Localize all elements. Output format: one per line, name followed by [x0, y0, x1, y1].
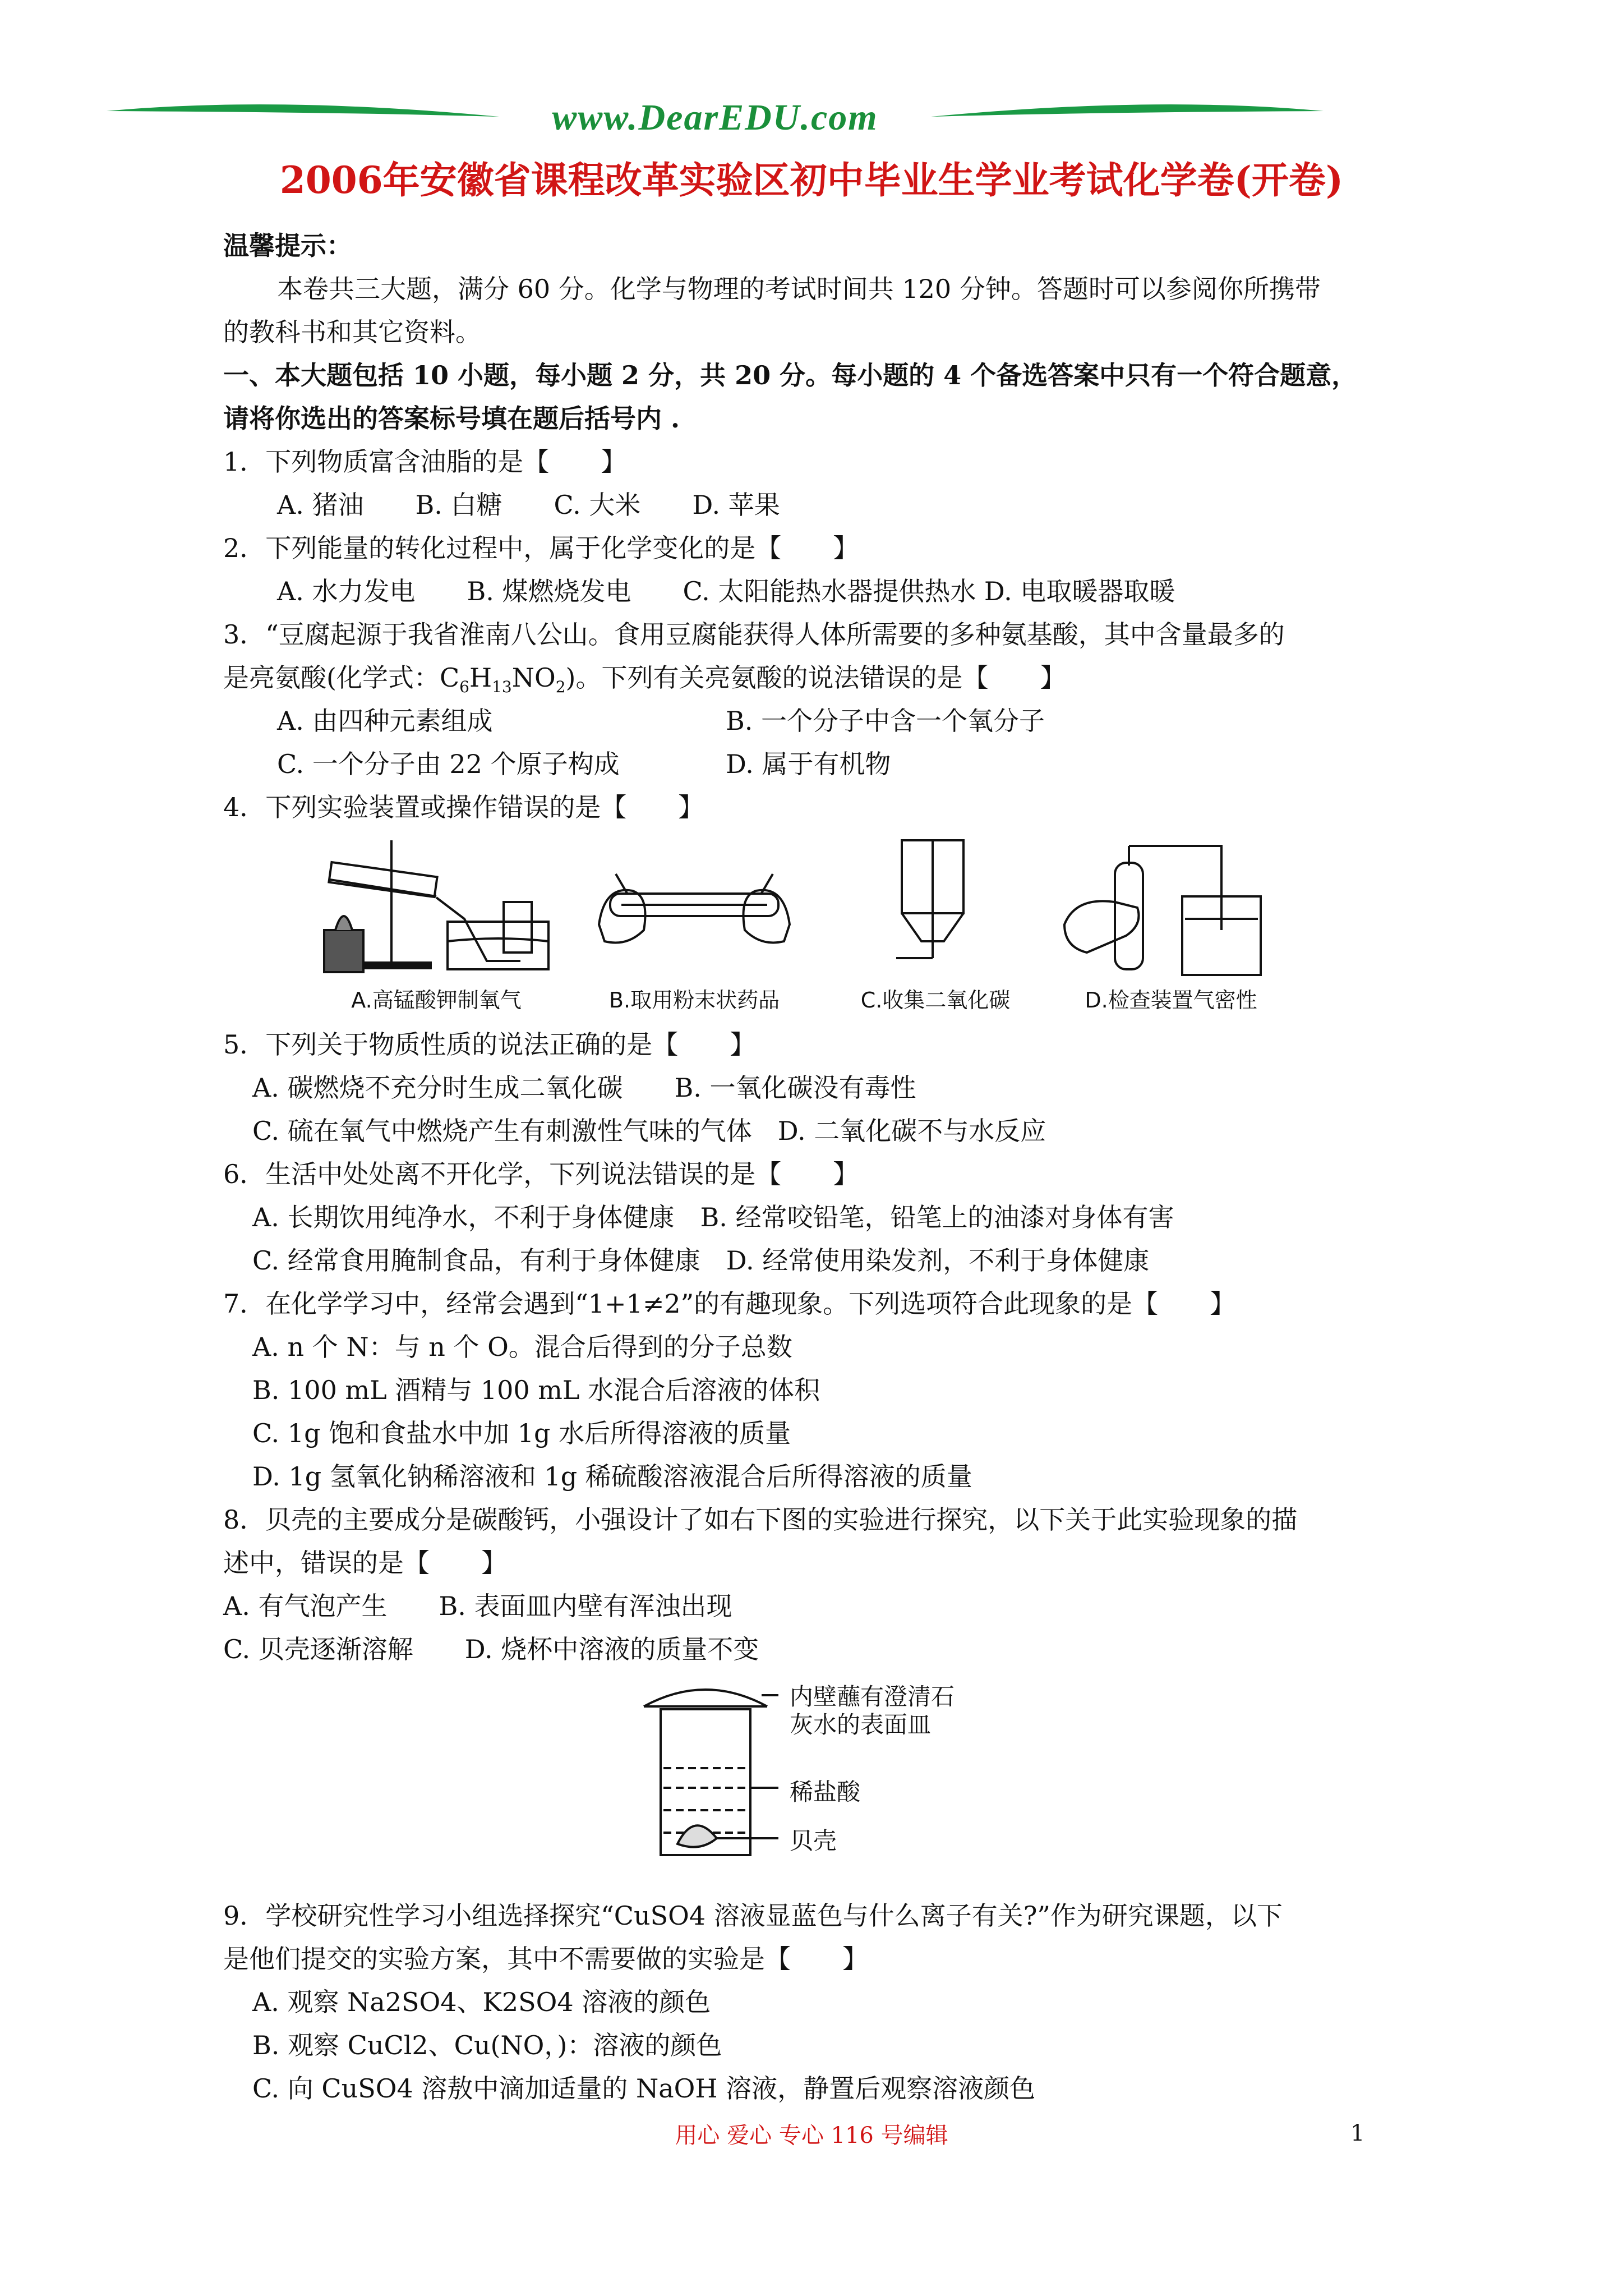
page-title: 2006年安徽省课程改革实验区初中毕业生学业考试化学卷(开卷): [279, 158, 1344, 202]
question-3-options: A. 由四种元素组成 B. 一个分子中含一个氧分子: [277, 706, 1045, 736]
question-9-option: B. 观察 CuCl2、Cu(NO，)：溶液的颜色: [252, 2030, 722, 2060]
question-9: 是他们提交的实验方案，其中不需要做的实验是【 】: [223, 1944, 868, 1974]
figure-d: [1053, 835, 1289, 1014]
question-3-formula-line: 是亮氨酸(化学式：$C_6H_{13}NO_2$)。下列有关亮氨酸的说法错误的是【 】: [223, 662, 1066, 697]
question-7: 7．在化学学习中，经常会遇到“1+1≠2”的有趣现象。下列选项符合此现象的是【 】: [223, 1289, 1236, 1319]
airtightness-check-figure: [1053, 835, 1289, 981]
question-1: 1．下列物质富含油脂的是【 】: [223, 447, 627, 477]
question-7-option: B. 100 mL 酒精与 100 mL 水混合后溶液的体积: [252, 1375, 820, 1405]
figure-caption: A.高锰酸钾制氧气: [351, 988, 522, 1013]
figure-label: 灰水的表面皿: [790, 1711, 932, 1738]
question-1-options: A. 猪油 B. 白糖 C. 大米 D. 苹果: [277, 490, 780, 520]
question-7-option: A. n 个 N：与 n 个 O。混合后得到的分子总数: [252, 1332, 792, 1362]
figure-c: [851, 835, 1020, 1014]
question-5-options: A. 碳燃烧不充分时生成二氧化碳 B. 一氧化碳没有毒性: [252, 1073, 916, 1103]
figure-label: 内壁蘸有澄清石: [790, 1683, 955, 1710]
question-7-option: C. 1g 饱和食盐水中加 1g 水后所得溶液的质量: [252, 1418, 791, 1448]
question-9-option: C. 向 CuSO4 溶敖中滴加适量的 NaOH 溶液，静置后观察溶液颜色: [252, 2073, 1036, 2104]
section-instructions: 请将你选出的答案标号填在题后括号内 .: [223, 403, 680, 434]
question-8-options: C. 贝壳逐渐溶解 D. 烧杯中溶液的质量不变: [223, 1634, 759, 1664]
question-8: 8．贝壳的主要成分是碳酸钙，小强设计了如右下图的实验进行探究，以下关于此实验现象的描: [223, 1504, 1298, 1535]
figure-label: 稀盐酸: [790, 1778, 861, 1806]
figure-a: [319, 835, 554, 1014]
powder-sampling-figure: [588, 835, 801, 981]
question-9-option: A. 观察 Na2SO4、K2SO4 溶液的颜色: [252, 1987, 711, 2017]
oxygen-apparatus-figure: [319, 835, 554, 981]
question-8-options: A. 有气泡产生 B. 表面皿内壁有浑浊出现: [223, 1591, 732, 1621]
question-3: 3．“豆腐起源于我省淮南八公山。食用豆腐能获得人体所需要的多种氨基酸，其中含量最多的: [223, 619, 1285, 650]
question-6-options: C. 经常食用腌制食品，有利于身体健康 D. 经常使用染发剂，不利于身体健康: [252, 1245, 1150, 1276]
tip-line: 本卷共三大题，满分 60 分。化学与物理的考试时间共 120 分钟。答题时可以参阅你所携带: [277, 274, 1321, 304]
question-2-options: A. 水力发电 B. 煤燃烧发电 C. 太阳能热水器提供热水 D. 电取暖器取暖: [277, 576, 1175, 606]
question-6: 6．生活中处处离不开化学，下列说法错误的是【 】: [223, 1159, 859, 1189]
section-instructions: 一、本大题包括 10 小题，每小题 2 分，共 20 分。每小题的 4 个备选答案中只有一个符合题意，: [223, 360, 1358, 390]
site-banner: [107, 90, 1324, 140]
figure-label: 贝壳: [790, 1827, 837, 1855]
beaker-figure: [638, 1676, 784, 1883]
question-3-options: C. 一个分子由 22 个原子构成 D. 属于有机物: [277, 749, 891, 779]
site-name[interactable]: www.DearEDU.com: [552, 97, 878, 138]
question-5-options: C. 硫在氧气中燃烧产生有刺激性气味的气体 D. 二氧化碳不与水反应: [252, 1116, 1046, 1146]
question-8-figure: [223, 1676, 1429, 1883]
tip-heading: 温馨提示：: [223, 231, 352, 261]
question-8: 述中，错误的是【 】: [223, 1548, 507, 1578]
page-footer: 用心 爱心 专心 116 号编辑: [675, 2123, 948, 2148]
question-4-figures: [223, 835, 1429, 1020]
page-number: 1: [1350, 2120, 1365, 2146]
exam-body: [223, 224, 1429, 2110]
question-6-options: A. 长期饮用纯净水，不利于身体健康 B. 经常咬铅笔，铅笔上的油漆对身体有害: [252, 1202, 1174, 1232]
question-7-option: D. 1g 氢氧化钠稀溶液和 1g 稀硫酸溶液混合后所得溶液的质量: [252, 1461, 972, 1492]
question-2: 2．下列能量的转化过程中，属于化学变化的是【 】: [223, 533, 859, 563]
question-9: 9．学校研究性学习小组选择探究“CuSO4 溶液显蓝色与什么离子有关?”作为研究课题，以下: [223, 1901, 1283, 1931]
figure-caption: C.收集二氧化碳: [860, 988, 1011, 1013]
question-4: 4．下列实验装置或操作错误的是【 】: [223, 792, 704, 822]
figure-caption: D.检查装置气密性: [1085, 988, 1257, 1013]
figure-b: [588, 835, 801, 1014]
tip-line: 的教科书和其它资料。: [223, 317, 481, 347]
question-5: 5．下列关于物质性质的说法正确的是【 】: [223, 1029, 756, 1060]
figure-caption: B.取用粉末状药品: [608, 988, 780, 1013]
gas-collection-figure: [851, 835, 1020, 981]
